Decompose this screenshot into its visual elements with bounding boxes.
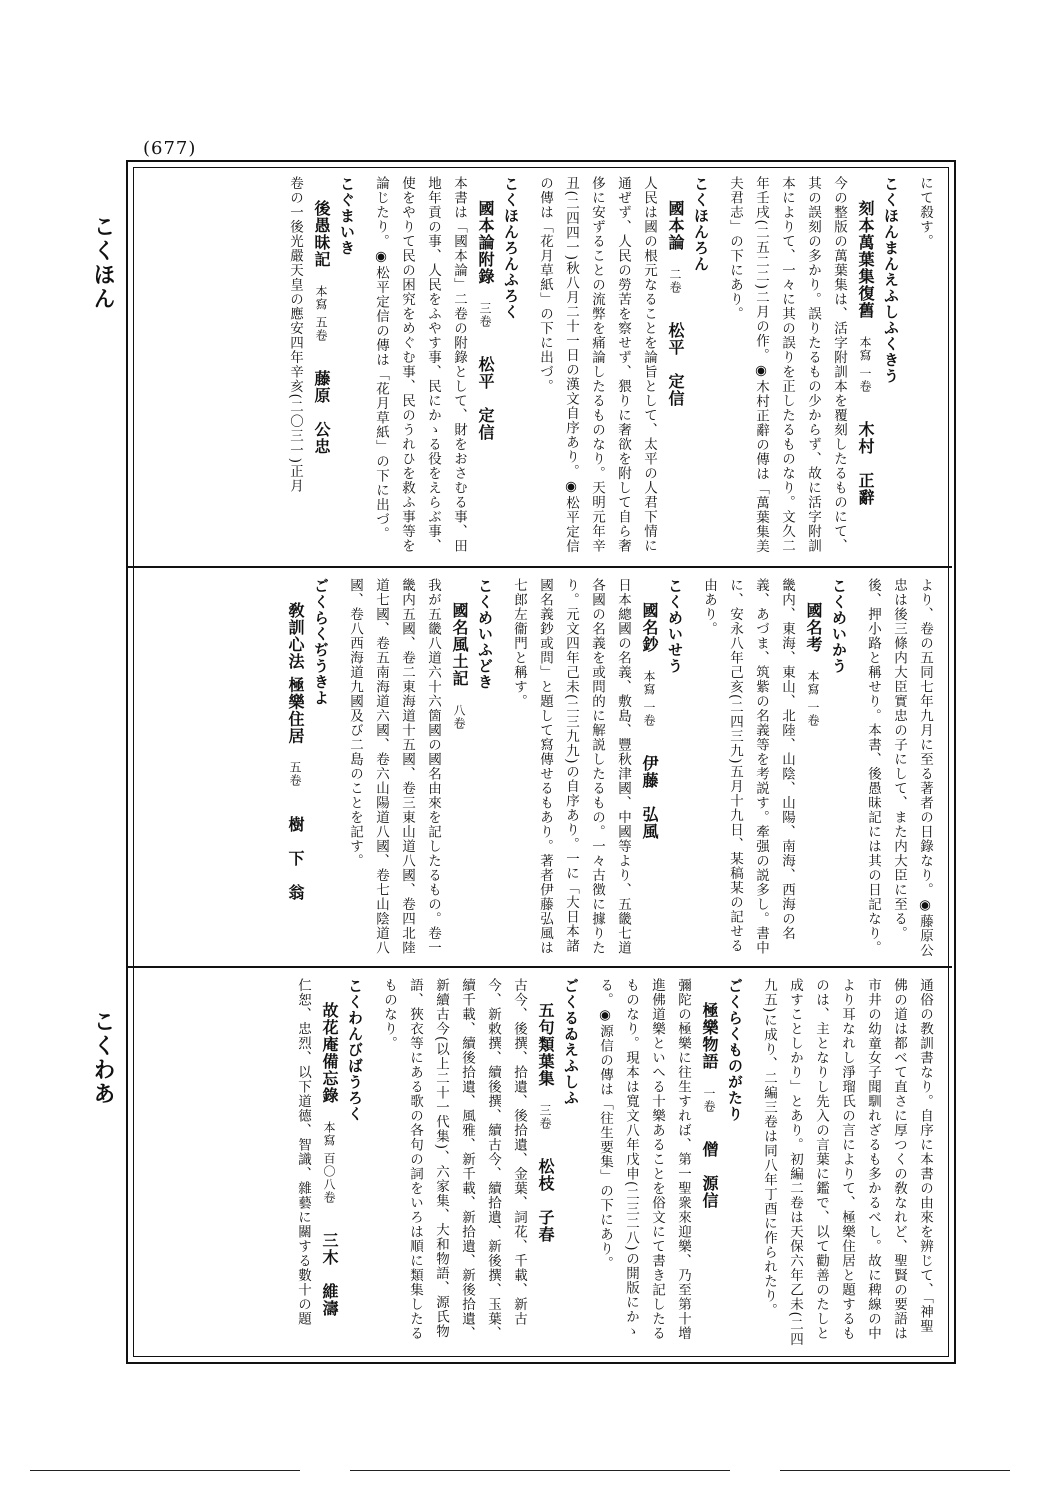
- entry-title: 國名考: [804, 602, 823, 653]
- entry-meta: 本寫 一卷: [858, 335, 872, 393]
- entry-meta: 二卷: [668, 267, 682, 294]
- band-divider: [126, 566, 952, 568]
- text-band-1: [138, 176, 938, 556]
- entry-body: より、卷の五同七年九月に至る著者の日錄なり。◉藤原公忠は後三條内大臣實忠の子にして、また内大臣に至る。後、押小路と稱せり。本書、後愚昧記には其の日記なり。: [865, 578, 933, 958]
- entry-heading: [696, 978, 722, 1348]
- entry-reading: こくほんまんえふしふくきう: [882, 176, 900, 384]
- entry-author: 伊藤 弘風: [640, 754, 659, 840]
- entry-author: 藤原 公忠: [312, 369, 331, 455]
- entry-body: 我が五畿八道六十六箇國の國名由來を記したるもの。卷一畿内五國、卷二東海道十五國、卷三東山道八國、卷四北陸道七國、卷五南海道六國、卷六山陽道八國、卷七山陰道八國、卷八西海道九國及び二島のことを記す。: [347, 578, 441, 955]
- entry-author: 松平 定信: [666, 322, 685, 408]
- entry-author: [260, 1012, 279, 1034]
- entry-continuation: [860, 578, 938, 958]
- entry-body: にて殺す。: [917, 176, 933, 249]
- scan-rule: [780, 1470, 1010, 1471]
- dictionary-entry: [368, 176, 524, 556]
- entry-reading: こくめいかう: [830, 578, 848, 674]
- entry-continuation: [912, 176, 938, 556]
- entry-heading: [852, 176, 878, 556]
- dictionary-entry: [376, 978, 584, 1348]
- entry-body: 彌陀の極樂に往生すれば、第一聖衆來迎樂、乃至第十增進佛道樂といへる十樂あることを俗文にて書き記したるものなり。現本は寬文八年戊申(二三二八)の開版にかゝる。◉源信の傳は「往生要集」の下にあり。: [597, 978, 691, 1341]
- entry-title: 國本論附錄: [476, 200, 495, 285]
- entry-meta: 本寫 五卷: [314, 284, 328, 342]
- dictionary-entry: [696, 578, 852, 958]
- entry-body: 仁恕、忠烈、以下道德、智識、雜藝に關する數十の題: [295, 978, 311, 1326]
- entry-author: 三木 維濤: [320, 1231, 339, 1317]
- entry-title: 故花庵備忘錄: [320, 1002, 339, 1104]
- entry-title: 敎訓心法 極樂住居: [286, 602, 305, 745]
- entry-meta: 本寫 百〇八卷: [322, 1120, 336, 1204]
- entry-meta: 本寫 一卷: [642, 669, 656, 727]
- entry-heading: [800, 578, 826, 958]
- entry-author: 松枝 子春: [536, 1158, 555, 1244]
- entry-author: 樹 下 翁: [286, 815, 305, 901]
- dictionary-entry: [282, 176, 360, 556]
- entry-meta: 一卷: [702, 1086, 716, 1113]
- entry-heading: [282, 578, 308, 958]
- dictionary-entry: [532, 176, 714, 556]
- entry-title: 國名鈔: [640, 602, 659, 653]
- entry-body: 畿内、東海、東山、北陸、山陰、山陽、南海、西海の名義、あづま、筑紫の名義等を考説す。牽强の説多し。書中に、安永八年己亥(二四三九)五月十九日、某稿某の記せる由あり。: [701, 578, 795, 955]
- dictionary-entry: [506, 578, 688, 958]
- entry-body: 日本總國の名義、敷島、豐秋津國、中國等より、五畿七道各國の名義を或問的に解説したるもの。一々古徴に據りたり。元文四年己未(二三九九)の自序あり。一に「大日本諸國名義鈔或問」と題して寫傳せるもあり。著者伊藤弘風は七郎左衞門と稱す。: [511, 578, 631, 955]
- entry-heading: [446, 578, 472, 958]
- entry-reading: ごくるゐえふしふ: [562, 978, 580, 1106]
- entry-reading: こくほんろんふろく: [502, 176, 520, 320]
- scan-rule: [350, 1470, 730, 1471]
- entry-heading: [472, 176, 498, 556]
- entry-heading: [636, 578, 662, 958]
- entry-author: 松平 定信: [476, 356, 495, 442]
- entry-author: [450, 730, 469, 752]
- entry-body: 今の整版の萬葉集は、活字附訓本を覆刻したるものにて、其の誤刻の多かり。誤りたるもの少からず、故に活字附訓本によりて、一々に其の誤りを正したるものなり。文久二年壬戌(二五二二)二月の作。◉木村正辭の傳は「萬葉集美夫君志」の下にあり。: [727, 176, 847, 554]
- entry-title: 國名風土記: [450, 602, 469, 687]
- entry-meta: 五卷: [288, 761, 302, 788]
- scan-rule: [30, 1470, 300, 1471]
- entry-title: 後愚昧記: [312, 200, 331, 268]
- entry-body: 人民は國の根元なることを論旨として、太平の人君下情に通ぜず、人民の勞苦を察せず、猥りに奢欲を附して自ら奢侈に安ずることの流弊を痛論したるものなり。天明元年辛丑(二四四一)秋八月二十一日の漢文自序あり。◉松平定信の傳は「花月草紙」の下に出づ。: [537, 176, 657, 554]
- dictionary-entry: [282, 578, 334, 958]
- entry-reading: ごくらくものがたり: [726, 978, 744, 1122]
- entry-body: 卷の一後光嚴天皇の應安四年辛亥(二〇三一)正月: [287, 176, 303, 494]
- entry-meta: 三卷: [478, 301, 492, 328]
- running-head-bottom: こくわあ: [90, 1010, 116, 1106]
- entry-meta: 八卷: [452, 703, 466, 730]
- entry-reading: こぐまいき: [338, 176, 356, 256]
- entry-reading: ごくらくぢうきよ: [312, 578, 330, 706]
- entry-title: 刻本萬葉集復舊: [856, 200, 875, 319]
- entry-heading: [532, 978, 558, 1348]
- band-divider: [126, 966, 952, 968]
- entry-body: 古今、後撰、拾遺、後拾遺、金葉、詞花、千載、新古今、新敕撰、續後撰、續古今、續拾遺、新後撰、玉葉、續千載、續後拾遺、風雅、新千載、新拾遺、新後拾遺、新續古今(以上二十一代集)、六家集、大和物語、源氏物語、狹衣等にある歌の各句の詞をいろは順に類集したるものなり。: [381, 978, 527, 1341]
- entry-heading: [308, 176, 334, 556]
- entry-title: 五句類葉集: [536, 1002, 555, 1087]
- entry-reading: こくめいふどき: [476, 578, 494, 690]
- entry-heading: [316, 978, 342, 1348]
- dictionary-entry: [342, 578, 498, 958]
- entry-reading: こくわんびばうろく: [346, 978, 364, 1122]
- dictionary-entry: [592, 978, 748, 1348]
- dictionary-entry: [290, 978, 368, 1348]
- text-band-2: [138, 578, 938, 958]
- entry-body: 通俗の教訓書なり。自序に本書の由來を辨じて、「神聖佛の道は都べて直さに厚つくの敎なれど、聖賢の要語は市井の幼童女子聞馴れざるも多かるべし。故に稗線の中より耳なれし淨瑠氏の言によりて、極樂住居と題するものは、主となりし先入の言葉に鑑で、以て勸善のたしと成すことしかり」とあり。初編二卷は天保六年乙未(二四九五)に成り、二編三卷は同八年丁酉に作られたり。: [761, 978, 933, 1347]
- entry-reading: こくめいせう: [666, 578, 684, 674]
- dictionary-entry: [722, 176, 904, 556]
- entry-meta: [262, 1002, 276, 1012]
- entry-meta: 本寫 一卷: [806, 669, 820, 727]
- entry-author: 僧 源信: [700, 1141, 719, 1210]
- entry-title: 極樂物語: [700, 1002, 719, 1070]
- entry-author: [804, 726, 823, 748]
- entry-heading: [662, 176, 688, 556]
- entry-meta: 三卷: [538, 1103, 552, 1130]
- entry-reading: こくほんろん: [692, 176, 710, 272]
- entry-body: 本書は「國本論」二卷の附錄として、財をおさむる事、田地年貢の事、人民をふやす事、民にかゝる役をえらぶ事、使をやりて民の困究をめぐむ事、民のうれひを救ふ事等を論じたり。◉松平定信の傳は「花月草紙」の下に出づ。: [373, 176, 467, 553]
- dictionary-entry: [256, 978, 282, 1348]
- entry-author: 木村 正辭: [856, 420, 875, 506]
- text-band-3: [138, 978, 938, 1348]
- running-head-top: こくほん: [90, 215, 116, 311]
- entry-continuation: [756, 978, 938, 1348]
- entry-title: 國本論: [666, 200, 685, 251]
- page-number: (677): [143, 138, 197, 159]
- entry-heading: [256, 978, 282, 1348]
